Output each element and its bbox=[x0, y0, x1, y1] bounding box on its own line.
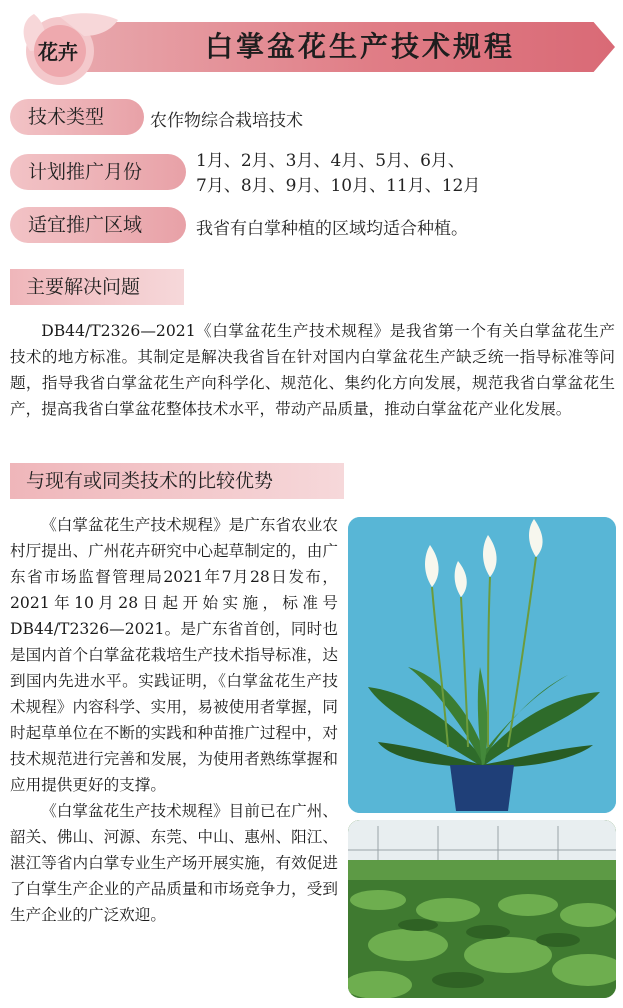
region-value: 我省有白掌种植的区域均适合种植。 bbox=[196, 219, 468, 239]
tech-type-label: 技术类型 bbox=[10, 99, 144, 135]
greenhouse-illustration bbox=[348, 820, 616, 998]
region-label: 适宜推广区域 bbox=[10, 207, 186, 243]
tech-type-value: 农作物综合栽培技术 bbox=[150, 111, 303, 131]
section-heading-problems: 主要解决问题 bbox=[10, 269, 184, 305]
months-line-2: 7月、8月、9月、10月、11月、12月 bbox=[196, 176, 481, 196]
greenhouse-field-photo bbox=[348, 820, 616, 998]
peace-lily-illustration bbox=[348, 517, 616, 813]
section-body-problems bbox=[10, 318, 615, 422]
problems-paragraph: DB44/T2326—2021《白掌盆花生产技术规程》是我省第一个有关白掌盆花生产技术的地方标准。其制定是解决我省旨在针对国内白掌盆花生产缺乏统一指导标准等问题，指导我省白掌盆花生产向科学化、规范化、集约化方向发展，规范我省白掌盆花生产，提高我省白掌盆花整体技术水平，带动产品质量，推动白掌盆花产业化发展。 bbox=[10, 322, 615, 418]
section-body-advantages bbox=[10, 512, 338, 928]
potted-peace-lily-photo bbox=[348, 517, 616, 813]
page-title: 白掌盆花生产技术规程 bbox=[204, 30, 515, 63]
category-label: 花卉 bbox=[38, 40, 78, 64]
advantages-paragraph-2: 《白掌盆花生产技术规程》目前已在广州、韶关、佛山、河源、东莞、中山、惠州、阳江、湛江等省内白掌专业生产场开展实施，有效促进了白掌生产企业的产品质量和市场竞争力，受到生产企业的广泛欢迎。 bbox=[10, 802, 338, 924]
months-label: 计划推广月份 bbox=[10, 154, 186, 190]
months-line-1: 1月、2月、3月、4月、5月、6月、 bbox=[196, 151, 465, 171]
section-heading-advantages: 与现有或同类技术的比较优势 bbox=[10, 463, 344, 499]
page-header bbox=[10, 6, 615, 88]
advantages-paragraph-1: 《白掌盆花生产技术规程》是广东省农业农村厅提出、广州花卉研究中心起草制定的，由广东省市场监督管理局2021年7月28日发布，2021年10月28日起开始实施，标准号DB44/T2326—2021。是广东省首创，同时也是国内首个白掌盆花栽培生产技术指导标准，达到国内先进水平。实践证明，《白掌盆花生产技术规程》内容科学、实用，易被使用者掌握，同时起草单位在不断的实践和种苗推广过程中，对技术规范进行完善和发展，为使用者熟练掌握和应用提供更好的支撑。 bbox=[10, 516, 338, 794]
